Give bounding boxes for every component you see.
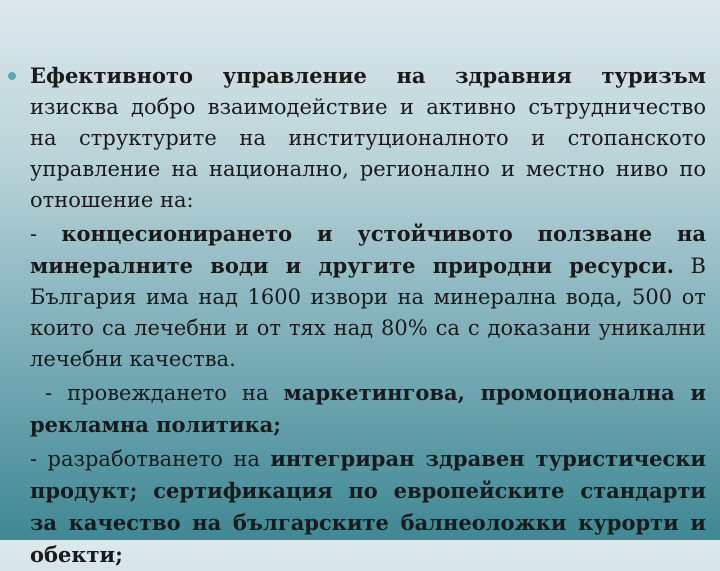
item-mineral-resources (30, 218, 706, 375)
item-marketing-bold: маркетингова, промоционална и рекламна политика; (30, 380, 706, 437)
item-integrated-product (30, 443, 706, 571)
item-product-lead: - разработването на (30, 447, 271, 471)
intro-text: изисква добро взаимодействие и активно сътрудничество на структурите на институционалното и стопанското управление на национално, регионално и местно ниво по отношение на: (30, 95, 706, 212)
item-product-bold: интегриран здравен туристически продукт; сертификация по европейските стандарти за качество на българските балнеоложки курорти и обекти; (30, 446, 706, 567)
slide-body (30, 60, 706, 571)
item-marketing (30, 377, 706, 441)
item-mineral-bold: концесионирането и устойчивото ползване на минералните води и другите природни ресурси. (30, 221, 706, 278)
item-mineral-text: В България има над 1600 извори на минерална вода, 500 от които са лечебни и от тях над 80% са с доказани уникални лечебни качества. (30, 254, 706, 371)
bullet-icon (8, 72, 16, 80)
intro-bold-text: Ефективното управление на здравния туризъм (30, 63, 706, 88)
item-marketing-lead: - провеждането на (30, 381, 284, 405)
intro-paragraph (30, 60, 706, 216)
item-mineral-lead: - (30, 222, 62, 246)
